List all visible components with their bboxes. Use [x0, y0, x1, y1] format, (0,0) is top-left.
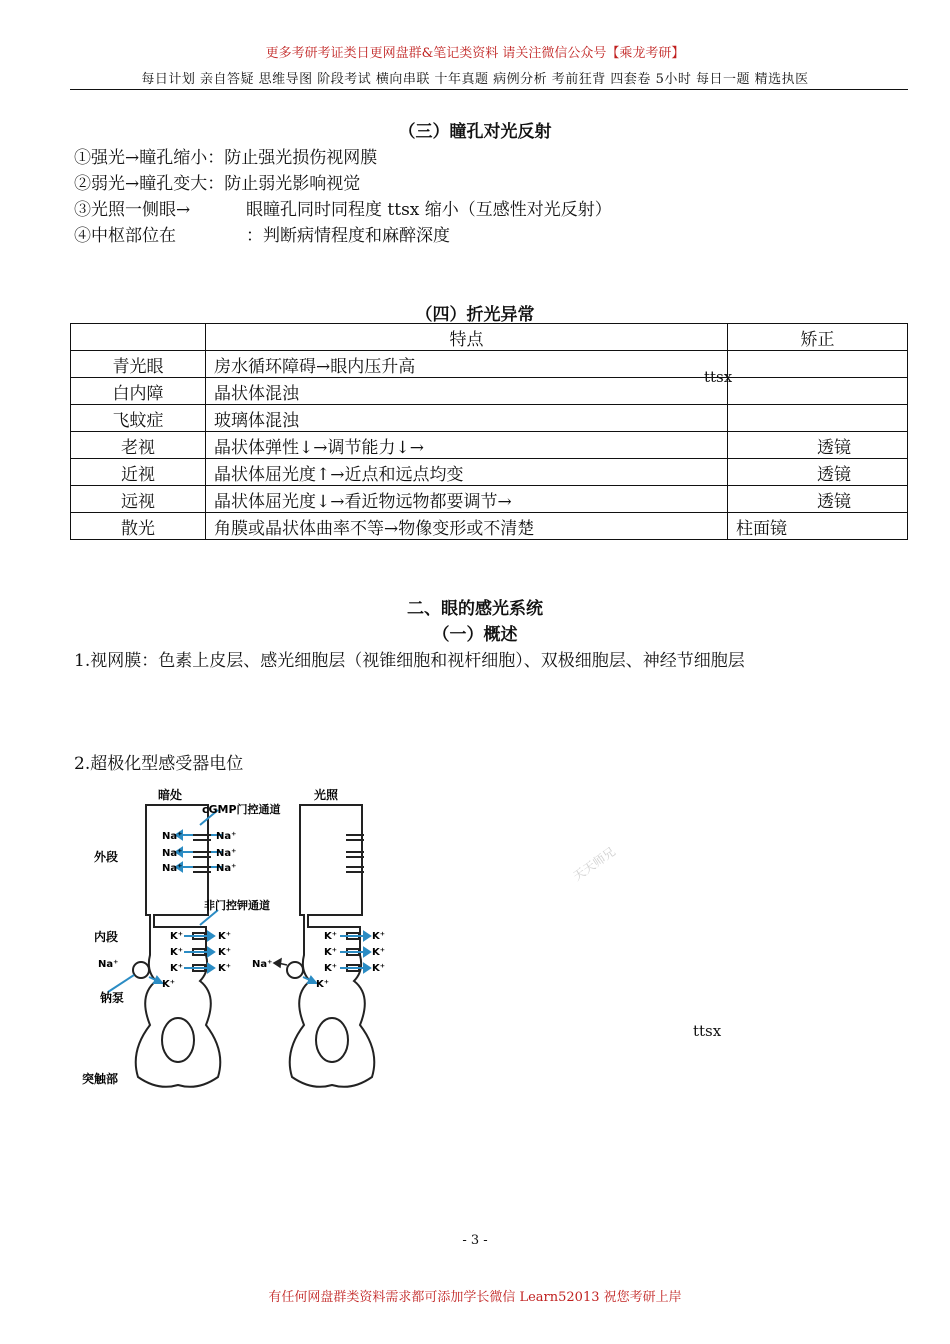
header-promo: 更多考研考证类日更网盘群&笔记类资料 请关注微信公众号【乘龙考研】 [265, 46, 685, 61]
table-row [71, 405, 908, 432]
table-cell: 青光眼 [71, 351, 206, 378]
header-subtitle: 每日计划 亲自答疑 思维导图 阶段考试 横向串联 十年真题 病例分析 考前狂背 四套卷 5小时 每日一题 精选执医 [141, 72, 809, 87]
na-label: Na⁺ [98, 959, 119, 970]
inner-segment-label: 内段 [94, 930, 119, 944]
section3-title: （三）瞳孔对光反射 [398, 122, 552, 142]
pupil-item-3-tail: 眼瞳孔同时同程度 ttsx 缩小（互感性对光反射） [246, 200, 612, 220]
k-label: K⁺ [218, 947, 232, 958]
table-row [71, 459, 908, 486]
na-label: Na⁺ [216, 831, 237, 842]
retina-layers-line: 1.视网膜：色素上皮层、感光细胞层（视锥细胞和视杆细胞）、双极细胞层、神经节细胞层 [74, 651, 745, 671]
table-cell: 透镜 [728, 486, 908, 513]
k-label: K⁺ [170, 963, 184, 974]
k-label: K⁺ [218, 931, 232, 942]
table-cell: 透镜 [728, 459, 908, 486]
table-cell [728, 378, 908, 405]
k-label: K⁺ [324, 963, 338, 974]
light-label: 光照 [314, 788, 339, 802]
body-watermark: ttsx [693, 1022, 722, 1040]
na-label: Na⁺ [216, 863, 237, 874]
na-label: Na⁺ [216, 848, 237, 859]
table-cell: 近视 [71, 459, 206, 486]
photoreceptor-diagram [78, 785, 418, 1105]
pump-pointer [108, 975, 134, 992]
table-header-cell: 矫正 [728, 324, 908, 351]
cgmp-channel-label: cGMP门控通道 [202, 803, 281, 816]
sodium-pump-label: 钠泵 [100, 991, 125, 1005]
table-cell: 柱面镜 [728, 513, 908, 540]
table-cell: 飞蚊症 [71, 405, 206, 432]
header-rule [70, 89, 908, 90]
table-cell [728, 405, 908, 432]
table-cell: 散光 [71, 513, 206, 540]
table-row [71, 513, 908, 540]
pupil-item-2: ②弱光→瞳孔变大：防止弱光影响视觉 [74, 174, 361, 194]
section4-title: （四）折光异常 [415, 305, 535, 325]
table-cell: 角膜或晶状体曲率不等→物像变形或不清楚 [206, 513, 728, 540]
k-label: K⁺ [170, 931, 184, 942]
table-cell [728, 351, 908, 378]
k-label: K⁺ [372, 931, 386, 942]
k-label: K⁺ [324, 947, 338, 958]
part2-title: 二、眼的感光系统 [407, 599, 543, 619]
footer-note: 有任何网盘群类资料需求都可添加学长微信 Learn52013 祝您考研上岸 [268, 1290, 682, 1305]
k-label: K⁺ [162, 979, 176, 990]
k-label: K⁺ [372, 963, 386, 974]
na-label: Na⁺ [162, 863, 183, 874]
table-watermark: ttsx [704, 368, 733, 386]
k-label: K⁺ [372, 947, 386, 958]
k-label: K⁺ [218, 963, 232, 974]
table-cell: 晶状体屈光度↑→近点和远点均变 [206, 459, 728, 486]
na-label: Na⁺ [162, 831, 183, 842]
table-cell: 远视 [71, 486, 206, 513]
table-row [71, 486, 908, 513]
synaptic-label: 突触部 [82, 1072, 119, 1086]
table-cell: 房水循环障碍→眼内压升高 [206, 351, 728, 378]
receptor-potential-heading: 2.超极化型感受器电位 [74, 754, 244, 774]
page-number: - 3 - [462, 1233, 488, 1248]
faint-watermark: 天天师兄 [570, 844, 618, 884]
na-label: Na⁺ [162, 848, 183, 859]
pupil-item-4-tail: ：判断病情程度和麻醉深度 [246, 226, 450, 246]
pupil-item-3: ③光照一侧眼→ [74, 200, 191, 220]
outer-segment-label: 外段 [94, 850, 119, 864]
table-header-cell: 特点 [206, 324, 728, 351]
table-cell: 晶状体弹性↓→调节能力↓→ [206, 432, 728, 459]
refraction-table [70, 323, 908, 540]
table-cell: 老视 [71, 432, 206, 459]
table-cell: 晶状体屈光度↓→看近物远物都要调节→ [206, 486, 728, 513]
pupil-item-4: ④中枢部位在 [74, 226, 176, 246]
light-cell [287, 805, 374, 1087]
table-row [71, 432, 908, 459]
na-label: Na⁺ [252, 959, 273, 970]
k-label: K⁺ [316, 979, 330, 990]
pupil-item-1: ①强光→瞳孔缩小：防止强光损伤视网膜 [74, 148, 378, 168]
table-cell: 透镜 [728, 432, 908, 459]
light-na-arrow [274, 959, 287, 967]
table-header-cell [71, 324, 206, 351]
dark-label: 暗处 [158, 788, 183, 802]
part2-subtitle: （一）概述 [432, 625, 518, 645]
k-label: K⁺ [170, 947, 184, 958]
table-cell: 白内障 [71, 378, 206, 405]
k-channel-label: 非门控钾通道 [204, 899, 270, 912]
table-cell: 玻璃体混浊 [206, 405, 728, 432]
table-cell: 晶状体混浊 [206, 378, 728, 405]
table-header-row [71, 324, 908, 351]
table-row [71, 378, 908, 405]
table-row [71, 351, 908, 378]
k-label: K⁺ [324, 931, 338, 942]
